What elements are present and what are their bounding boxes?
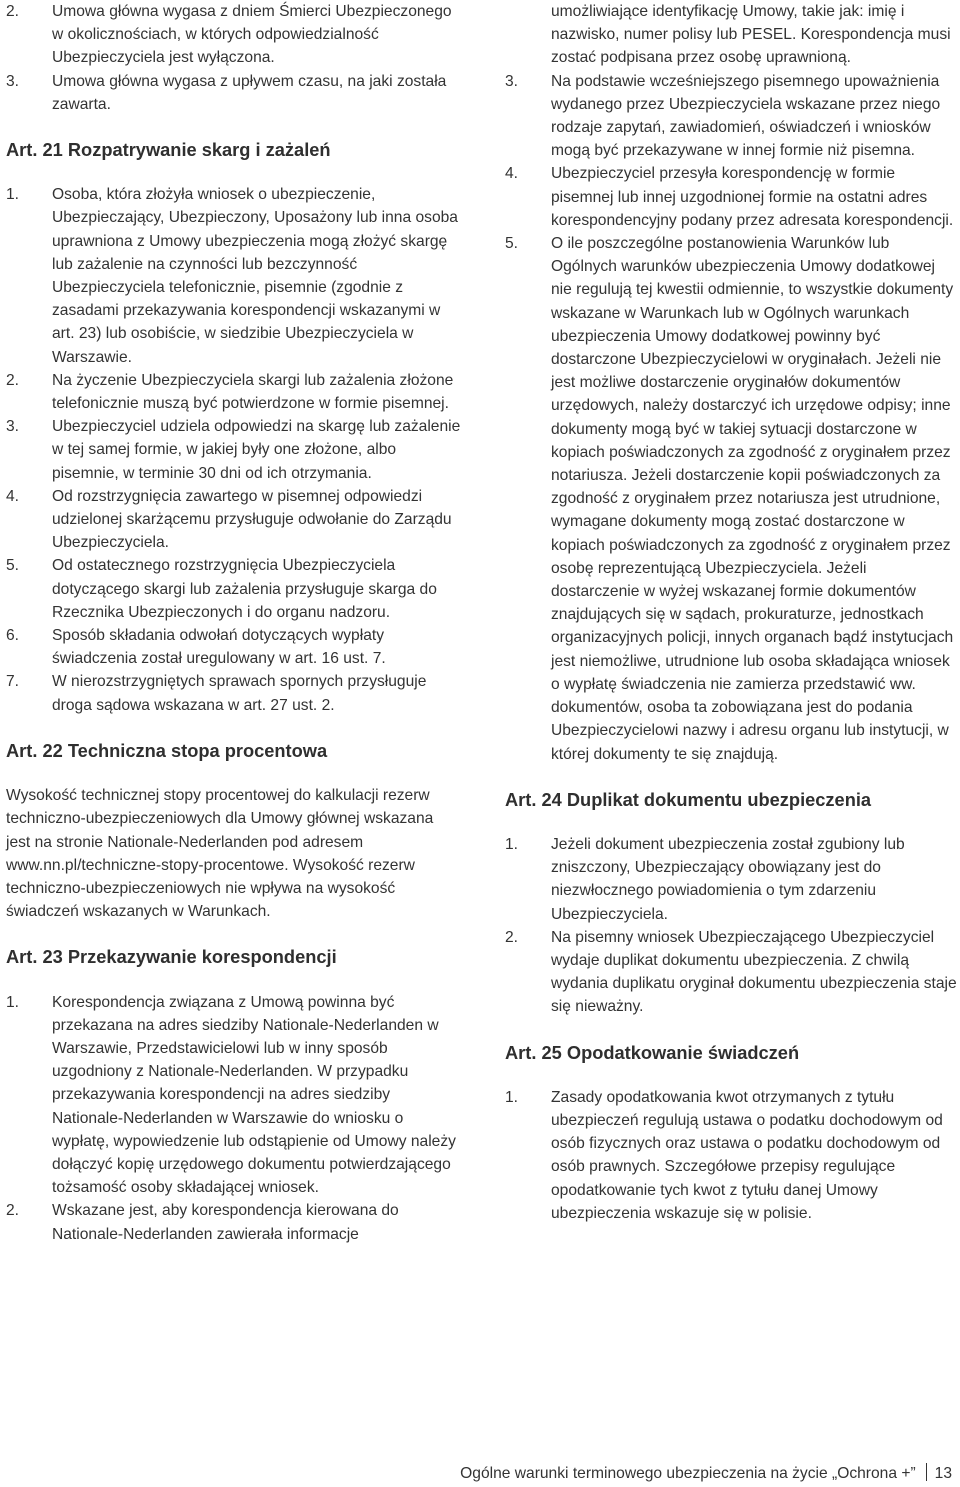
- art21-heading: Art. 21 Rozpatrywanie skarg i zażaleń: [6, 139, 331, 161]
- footer-title: Ogólne warunki terminowego ubezpieczenia na życie „Ochrona +”: [460, 1465, 916, 1482]
- intro-list: [6, 0, 461, 116]
- list-item: 2. Na pisemny wniosek Ubezpieczającego Ubezpieczyciel wydaje duplikat dokumentu ubezpieczenia. Z chwilą wydania duplikatu oryginał dokumentu ubezpieczenia staje się nieważny.: [505, 928, 957, 1016]
- list-item: 2. Na życzenie Ubezpieczyciela skargi lub zażalenia złożone telefonicznie muszą być potwierdzone w formie pisemnej.: [6, 371, 454, 413]
- art23-heading: Art. 23 Przekazywanie korespondencji: [6, 946, 337, 968]
- list-item: 1. Jeżeli dokument ubezpieczenia został zgubiony lub zniszczony, Ubezpieczający obowiązany jest do niezwłocznego powiadomienia o tym zdarzeniu Ubezpieczyciela.: [505, 835, 905, 923]
- art23-list: [6, 991, 461, 1246]
- footer-divider: [926, 1463, 927, 1481]
- list-item: 5. O ile poszczególne postanowienia Warunków lub Ogólnych warunków ubezpieczenia Umowy dodatkowej nie regulują tej kwestii odmiennie, to wszystkie dokumenty wskazane w Warunkach lub w Ogólnych warunkach ubezpieczenia Umowy dodatkowej powinny być dostarczone Ubezpieczycielowi w oryginałach. Jeżeli nie jest możliwe dostarczenie oryginałów dokumentów urzędowych, należy dostarczyć ich urzędowe odpisy; inne dokumenty mogą być w takiej sytuacji dostarczone w kopiach poświadczonych za zgodność z oryginałem przez notariusza. Jeżeli dostarczenie kopii poświadczonych za zgodność z oryginałem przez notariusza jest utrudnione, wymagane dokumenty mogą zostać dostarczone w kopiach poświadczonych za zgodność z oryginałem przez osobę reprezentującą Ubezpieczyciela. Jeżeli dostarczenie w wyżej wskazanej formie dokumentów znajdujących się w sądach, prokuraturze, jednostkach organizacyjnych policji, innych organach bądź instytucjach jest niemożliwe, utrudnione lub osoba składająca wniosek o wypłatę świadczenia nie zamierza przedstawić ww. dokumentów, osoba ta zobowiązana jest do podania Ubezpieczycielowi nazwy i adresu organu lub instytucji, w której dokumenty te się znajdują.: [505, 235, 954, 763]
- list-item: 3. Na podstawie wcześniejszego pisemnego upoważnienia wydanego przez Ubezpieczyciela wskazane przez niego rodzaje zapytań, zawiadomień, oświadczeń i wniosków mogą być przekazywane w innej formie niż pisemna.: [505, 72, 941, 160]
- list-item: 5. Od ostatecznego rozstrzygnięcia Ubezpieczyciela dotyczącego skargi lub zażalenia przysługuje skarga do Rzecznika Ubezpieczonych i do organu nadzoru.: [6, 557, 437, 621]
- left-column: [6, 0, 461, 1246]
- art23-list-continued: [505, 70, 957, 766]
- art24-list: [505, 833, 957, 1019]
- art23-continuation: umożliwiające identyfikację Umowy, takie jak: imię i nazwisko, numer polisy lub PESEL. Korespondencja musi zostać podpisana przez osobę uprawnioną.: [551, 3, 951, 67]
- page-footer: [460, 1462, 952, 1485]
- list-item: 6. Sposób składania odwołań dotyczących wypłaty świadczenia został uregulowany w art. 16 ust. 7.: [6, 627, 386, 668]
- art22-paragraph: Wysokość technicznej stopy procentowej do kalkulacji rezerw techniczno-ubezpieczeniowych dla Umowy głównej wskazana jest na stronie Nationale-Nederlanden pod adresem www.nn.pl/techniczne-stopy-procentowe. Wysokość rezerw techniczno-ubezpieczeniowych nie wpływa na wysokość świadczeń wskazanych w Warunkach.: [6, 787, 434, 921]
- list-item: 1. Osoba, która złożyła wniosek o ubezpieczenie, Ubezpieczający, Ubezpieczony, Uposażony lub inna osoba uprawniona z Umowy ubezpieczenia mogą złożyć skargę lub zażalenie na czynności lub bezczynność Ubezpieczyciela telefonicznie, pisemnie (zgodnie z zasadami przekazywania korespondencji wskazanymi w art. 23) lub osobiście, w siedzibie Ubezpieczyciela w Warszawie.: [6, 186, 458, 366]
- list-item: 3. Ubezpieczyciel udziela odpowiedzi na skargę lub zażalenie w tej samej formie, w jakiej były one złożone, albo pisemnie, w terminie 30 dni od ich otrzymania.: [6, 418, 461, 482]
- list-item: 2. Umowa główna wygasa z dniem Śmierci Ubezpieczonego w okolicznościach, w których odpowiedzialność Ubezpieczyciela jest wyłączona.: [6, 3, 452, 67]
- list-item: 2. Wskazane jest, aby korespondencja kierowana do Nationale-Nederlanden zawierała informacje: [6, 1202, 399, 1243]
- art24-heading: Art. 24 Duplikat dokumentu ubezpieczenia: [505, 788, 872, 810]
- list-item: 1. Korespondencja związana z Umową powinna być przekazana na adres siedziby Nationale-Nederlanden w Warszawie, Przedstawicielowi lub w inny sposób uzgodniony z Nationale-Nederlanden. W przypadku przekazywania korespondencji na adres siedziby Nationale-Nederlanden w Warszawie do wniosku o wypłatę, wypowiedzenie lub odstąpienie od Umowy należy dołączyć kopię urzędowego dokumentu potwierdzającego tożsamość osoby składającej wniosek.: [6, 993, 456, 1197]
- list-item: 7. W nierozstrzygniętych sprawach spornych przysługuje droga sądowa wskazana w art. 27 ust. 2.: [6, 673, 427, 714]
- art25-heading: Art. 25 Opodatkowanie świadczeń: [505, 1041, 800, 1063]
- list-item: 1. Zasady opodatkowania kwot otrzymanych z tytułu ubezpieczeń regulują ustawa o podatku dochodowym od osób fizycznych oraz ustawa o podatku dochodowym od osób prawnych. Szczegółowe przepisy regulujące opodatkowanie tych kwot z tytułu danej Umowy ubezpieczenia wskazuje się w polisie.: [505, 1088, 943, 1222]
- art21-list: [6, 183, 461, 717]
- page-number: 13: [934, 1465, 952, 1482]
- list-item: 3. Umowa główna wygasa z upływem czasu, na jaki została zawarta.: [6, 72, 447, 113]
- right-column: [505, 0, 957, 1225]
- art25-list: [505, 1086, 957, 1225]
- list-item: 4. Ubezpieczyciel przesyła korespondencję w formie pisemnej lub innej uzgodnionej formie na ostatni adres korespondencyjny podany przez adresata korespondencji.: [505, 165, 954, 229]
- list-item: 4. Od rozstrzygnięcia zawartego w pisemnej odpowiedzi udzielonej skarżącemu przysługuje odwołanie do Zarządu Ubezpieczyciela.: [6, 487, 452, 552]
- art22-heading: Art. 22 Techniczna stopa procentowa: [6, 739, 328, 761]
